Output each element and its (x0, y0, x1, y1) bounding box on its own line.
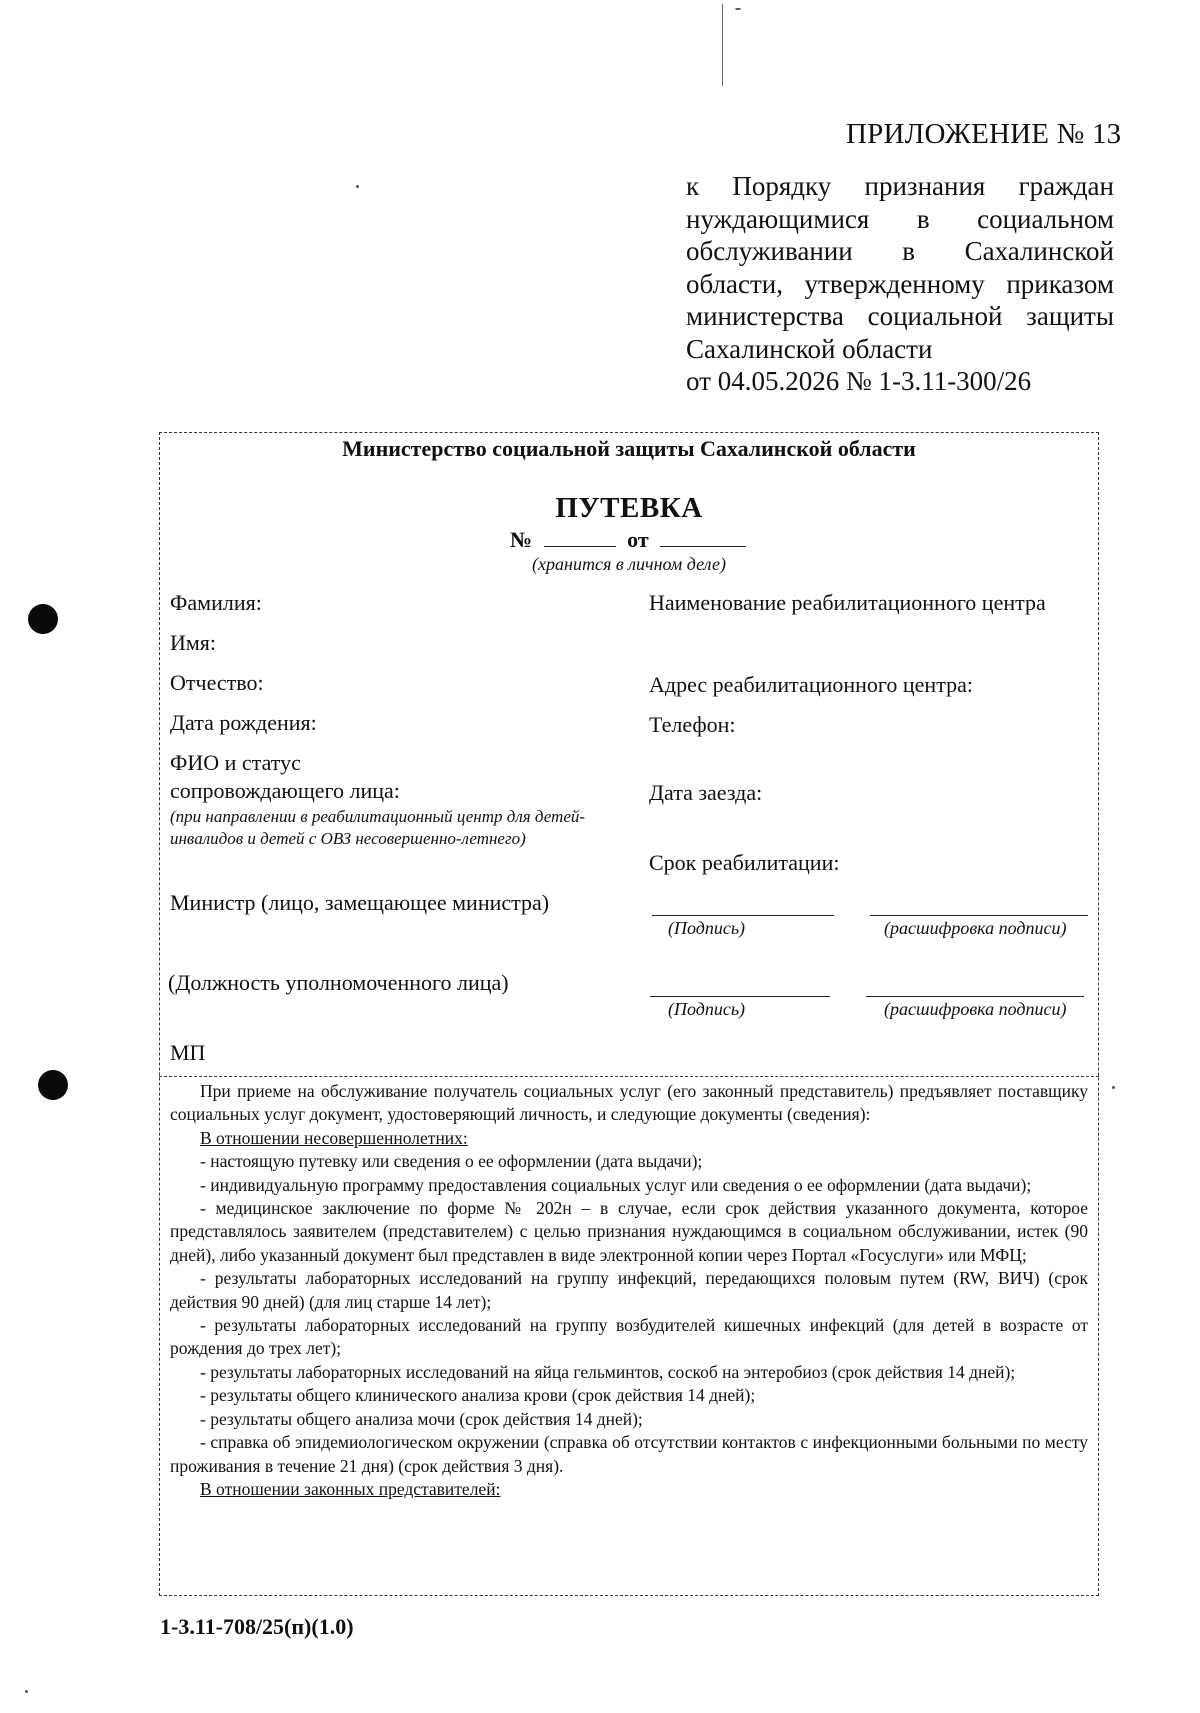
list-item: - медицинское заключение по форме № 202н – в случае, если срок действия указанного документа, которое представлялось заявителем (представителем) с целью признания нуждающимся в социальном обслуживании, истек (90 дней), либо указанный документ был представлен в виде электронной копии через Портал «Госуслуги» или МФЦ; (170, 1198, 1088, 1265)
list-item: - справка об эпидемиологическом окружении (справка об отсутствии контактов с инфекционными больными по месту проживания в течение 21 дня) (срок действия 3 дня). (170, 1432, 1088, 1476)
companion-label: сопровождающего лица: (170, 778, 400, 803)
reference-line: к Порядку признания граждан (686, 171, 1114, 201)
document-code: 1-3.11-708/25(п)(1.0) (160, 1614, 354, 1639)
admission-instructions (170, 1080, 1088, 1501)
scan-speck (25, 1690, 28, 1693)
minister-label: Министр (лицо, замещающее министра) (170, 890, 550, 915)
minister-signature-line (652, 915, 834, 916)
minister-decoding-line (870, 915, 1088, 916)
surname-label: Фамилия: (170, 590, 262, 615)
appendix-reference (686, 170, 1114, 398)
ministry-name: Министерство социальной защиты Сахалинской области (342, 436, 916, 461)
date-label: от (627, 527, 649, 552)
scan-speck (735, 8, 741, 10)
list-item: - результаты лабораторных исследований на группу инфекций, передающихся половым путем (RW, ВИЧ) (срок действия 90 дней) (для лиц старше 14 лет); (170, 1268, 1088, 1312)
scan-speck (356, 185, 359, 188)
reference-line: нуждающимися в социальном (686, 203, 1114, 234)
arrival-date-label: Дата заезда: (649, 780, 763, 805)
companion-label: ФИО и статус (170, 750, 301, 775)
list-item: - результаты общего клинического анализа крови (срок действия 14 дней); (200, 1385, 756, 1406)
birth-date-label: Дата рождения: (170, 710, 317, 735)
representatives-heading (170, 1478, 1088, 1501)
patronymic-label: Отчество: (170, 670, 264, 695)
instructions-intro: При приеме на обслуживание получатель социальных услуг (его законный представитель) предъявляет поставщику социальных услуг документ, удостоверяющий личность, и следующие документы (сведения): (170, 1081, 1088, 1125)
scan-line (722, 4, 723, 86)
form-section-divider (159, 1076, 1099, 1077)
punch-hole-bottom (38, 1070, 68, 1100)
list-item: - настоящую путевку или сведения о ее оформлении (дата выдачи); (200, 1151, 703, 1172)
voucher-title: ПУТЕВКА (555, 492, 703, 524)
appendix-title: ПРИЛОЖЕНИЕ № 13 (846, 118, 1122, 150)
minors-heading (170, 1127, 1088, 1150)
minors-heading-text: В отношении несовершеннолетних: (200, 1127, 468, 1148)
stamp-label: МП (170, 1040, 206, 1065)
voucher-number-line (510, 527, 746, 553)
phone-label: Телефон: (649, 712, 736, 737)
authorized-signature-line (650, 996, 830, 997)
reference-line: области, утвержденному приказом (686, 268, 1114, 299)
authorized-decoding-line (866, 996, 1084, 997)
reference-line: обслуживании в Сахалинской (686, 236, 1114, 266)
storage-note: (хранится в личном деле) (532, 554, 726, 574)
authorized-decoding-caption: (расшифровка подписи) (884, 999, 1067, 1019)
number-blank (544, 528, 616, 547)
date-blank (660, 528, 746, 547)
number-label: № (510, 527, 533, 552)
reference-line: от 04.05.2026 № 1-3.11-300/26 (686, 366, 1032, 396)
list-item: - результаты лабораторных исследований на группу возбудителей кишечных инфекций (для детей в возрасте от рождения до трех лет); (170, 1315, 1088, 1359)
companion-note: (при направлении в реабилитационный центр для детей-инвалидов и детей с ОВЗ несовершенно-летнего) (170, 807, 586, 848)
list-item: - индивидуальную программу предоставления социальных услуг или сведения о ее оформлении (дата выдачи); (200, 1174, 1032, 1195)
reference-line: министерства социальной защиты (686, 301, 1114, 331)
center-name-label: Наименование реабилитационного центра (649, 590, 1046, 615)
authorized-signature-caption: (Подпись) (668, 999, 746, 1019)
representatives-heading-text: В отношении законных представителей: (200, 1478, 501, 1499)
minister-decoding-caption: (расшифровка подписи) (884, 918, 1067, 938)
name-label: Имя: (170, 630, 217, 655)
authorized-person-label: (Должность уполномоченного лица) (168, 970, 509, 995)
minister-signature-caption: (Подпись) (668, 918, 746, 938)
list-item: - результаты лабораторных исследований на яйца гельминтов, соскоб на энтеробиоз (срок действия 14 дней); (200, 1361, 1016, 1382)
rehab-period-label: Срок реабилитации: (649, 850, 840, 875)
scan-speck (1112, 1086, 1115, 1089)
reference-line: Сахалинской области (686, 333, 933, 364)
punch-hole-top (28, 604, 58, 634)
list-item: - результаты общего анализа мочи (срок действия 14 дней); (200, 1408, 643, 1429)
center-address-label: Адрес реабилитационного центра: (649, 672, 973, 697)
